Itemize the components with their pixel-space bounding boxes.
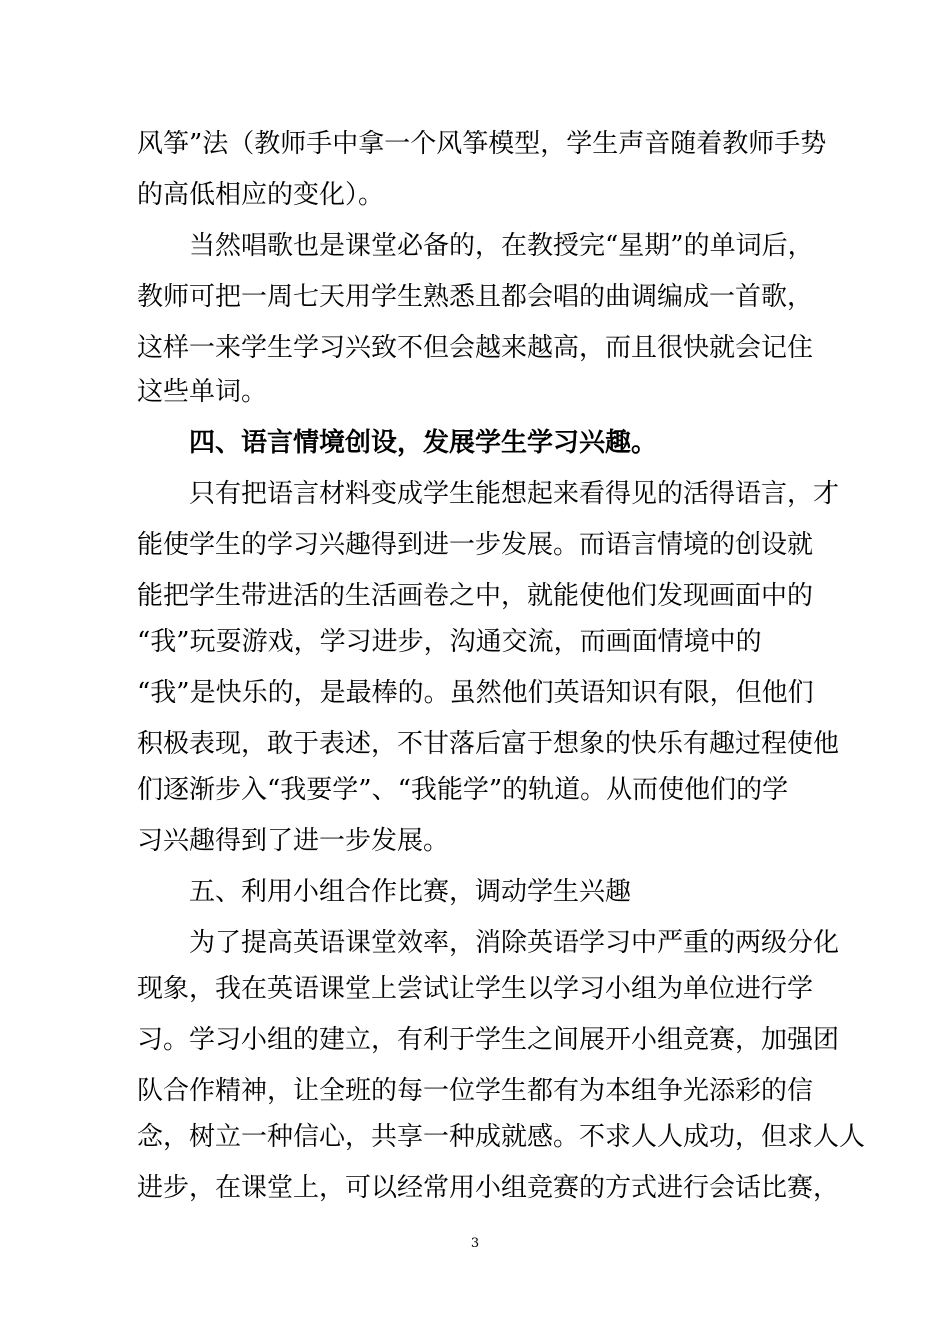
section-heading: 四、语言情境创设，发展学生学习兴趣。	[189, 428, 658, 458]
body-text-line: 教师可把一周七天用学生熟悉且都会唱的曲调编成一首歌，	[137, 282, 814, 312]
body-text-line: “我”玩耍游戏，学习进步，沟通交流，而画面情境中的	[137, 627, 762, 657]
page-number: 3	[470, 1236, 480, 1251]
body-text-line: 能使学生的学习兴趣得到进一步发展。而语言情境的创设就	[137, 530, 814, 560]
body-text-line: 进步，在课堂上，可以经常用小组竞赛的方式进行会话比赛，	[137, 1173, 840, 1203]
body-text-line: 习。学习小组的建立，有利于学生之间展开小组竞赛，加强团	[137, 1025, 840, 1055]
body-text-line: 习兴趣得到了进一步发展。	[137, 826, 450, 856]
section-heading: 五、利用小组合作比赛，调动学生兴趣	[189, 877, 632, 907]
body-text-line: 们逐渐步入“我要学”、“我能学”的轨道。从而使他们的学	[137, 775, 789, 805]
body-text-line: 能把学生带进活的生活画卷之中，就能使他们发现画面中的	[137, 581, 814, 611]
body-text-line: 现象，我在英语课堂上尝试让学生以学习小组为单位进行学	[137, 974, 814, 1004]
body-text-line: 念，树立一种信心，共享一种成就感。不求人人成功，但求人人	[137, 1122, 866, 1152]
body-text-line: 队合作精神，让全班的每一位学生都有为本组争光添彩的信	[137, 1076, 814, 1106]
paragraph-first-line: 只有把语言材料变成学生能想起来看得见的活得语言，才	[189, 479, 840, 509]
paragraph-first-line: 当然唱歌也是课堂必备的，在教授完“星期”的单词后，	[189, 231, 814, 261]
body-text-line: 积极表现，敢于表述，不甘落后富于想象的快乐有趣过程使他	[137, 729, 840, 759]
body-text-line: 这些单词。	[137, 377, 268, 407]
body-text-line: “我”是快乐的，是最棒的。虽然他们英语知识有限，但他们	[137, 678, 814, 708]
body-text-line: 的高低相应的变化）。	[137, 180, 385, 210]
paragraph-first-line: 为了提高英语课堂效率，消除英语学习中严重的两级分化	[189, 928, 840, 958]
body-text-line: 风筝”法（教师手中拿一个风筝模型，学生声音随着教师手势	[137, 129, 827, 159]
body-text-line: 这样一来学生学习兴致不但会越来越高，而且很快就会记住	[137, 333, 814, 363]
